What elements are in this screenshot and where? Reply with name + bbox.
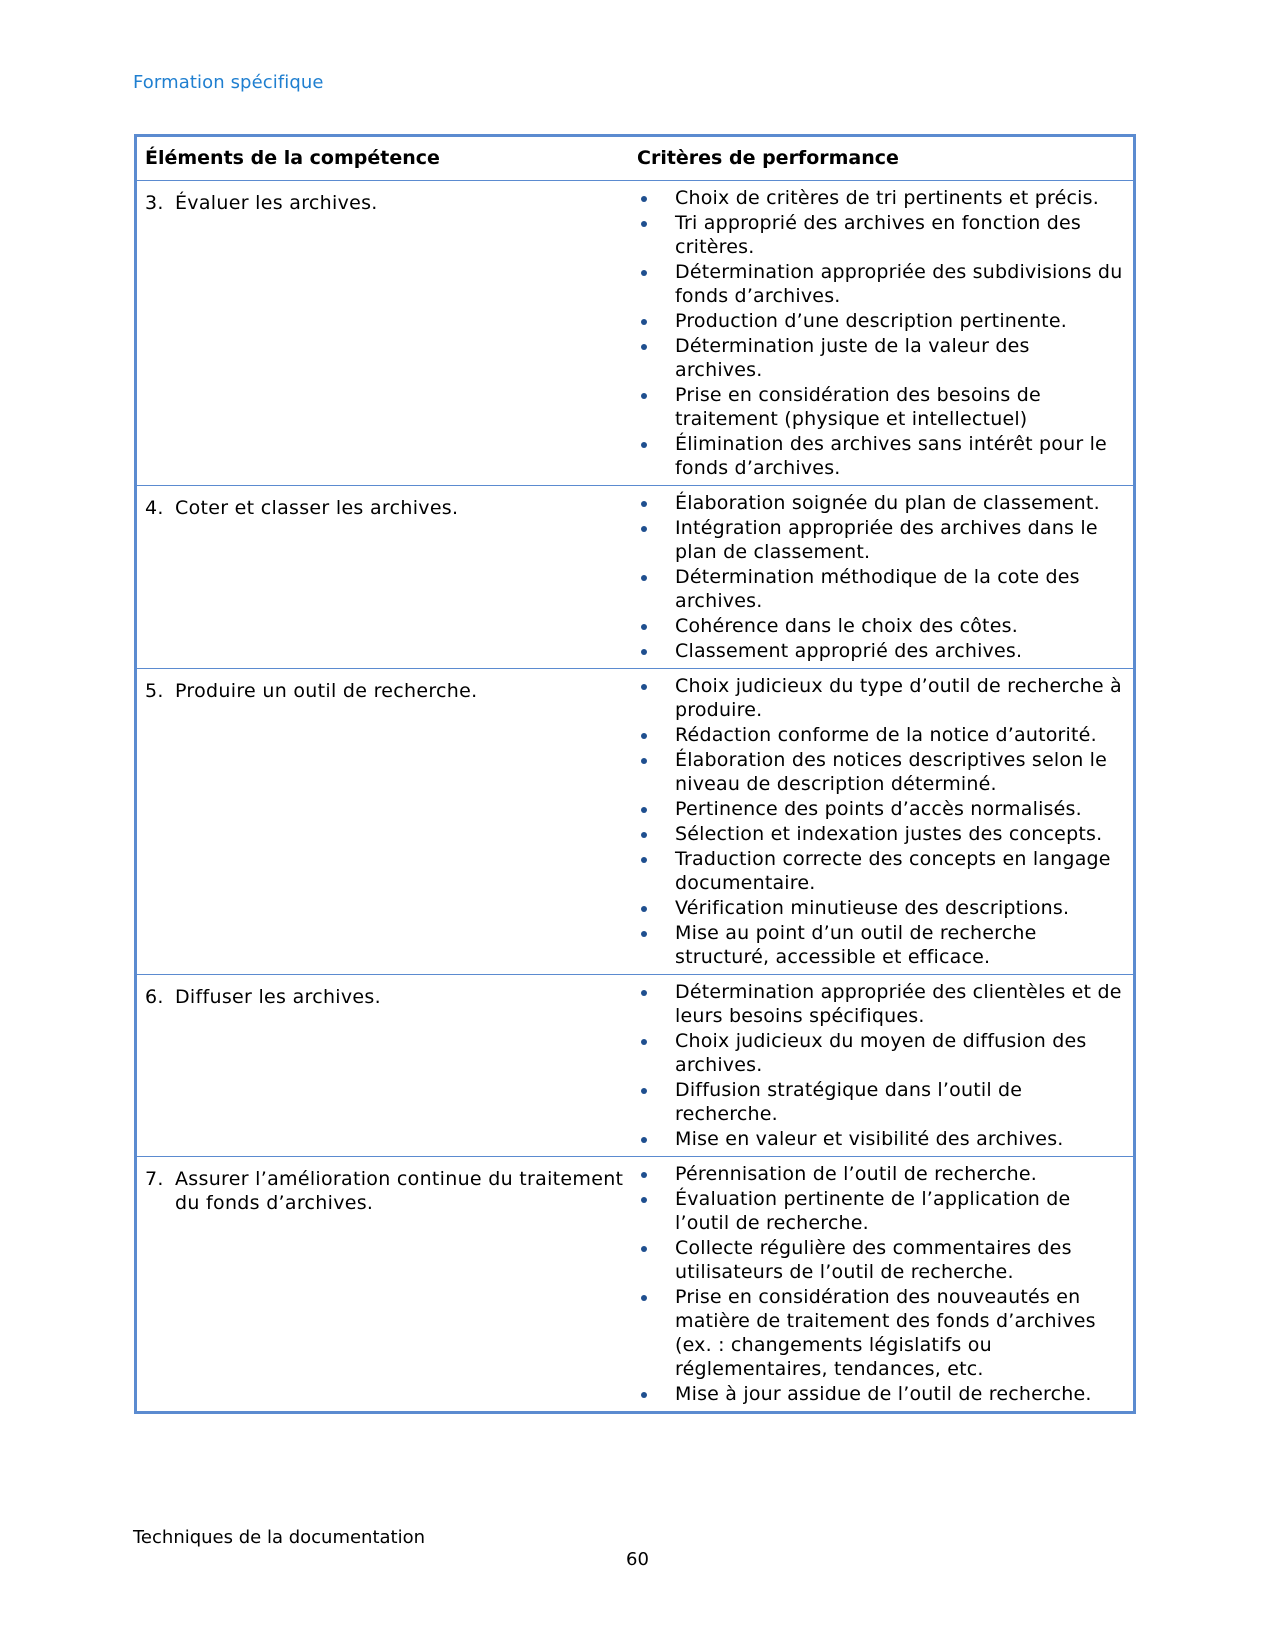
element-text: Diffuser les archives. xyxy=(175,986,381,1008)
criteria-cell xyxy=(637,1157,1133,1411)
element-number: 7. xyxy=(145,1168,164,1190)
criteria-list xyxy=(637,674,1123,969)
criteria-list xyxy=(637,491,1123,663)
table-row xyxy=(137,180,1133,485)
criteria-list xyxy=(637,186,1123,480)
running-header: Formation spécifique xyxy=(133,72,324,93)
criterion-item: Traduction correcte des concepts en langage documentaire. xyxy=(637,847,1123,895)
col-header-elements: Éléments de la compétence xyxy=(145,147,440,169)
criterion-item: Intégration appropriée des archives dans le plan de classement. xyxy=(637,516,1123,564)
criterion-item: Élimination des archives sans intérêt pour le fonds d’archives. xyxy=(637,432,1123,480)
criterion-item: Choix judicieux du type d’outil de recherche à produire. xyxy=(637,674,1123,722)
criterion-item: Mise au point d’un outil de recherche structuré, accessible et efficace. xyxy=(637,921,1123,969)
element-cell xyxy=(137,975,637,1156)
criterion-item: Choix judicieux du moyen de diffusion des archives. xyxy=(637,1029,1123,1077)
table-header-row xyxy=(137,137,1133,180)
criterion-item: Vérification minutieuse des descriptions. xyxy=(637,896,1123,920)
criterion-item: Mise à jour assidue de l’outil de recherche. xyxy=(637,1382,1123,1406)
competence-element xyxy=(145,985,637,1009)
element-text: Évaluer les archives. xyxy=(175,192,378,214)
criteria-cell xyxy=(637,181,1133,485)
element-number: 4. xyxy=(145,497,164,519)
criterion-item: Prise en considération des besoins de traitement (physique et intellectuel) xyxy=(637,383,1123,431)
element-cell xyxy=(137,486,637,668)
element-cell xyxy=(137,181,637,485)
criterion-item: Détermination appropriée des subdivisions du fonds d’archives. xyxy=(637,260,1123,308)
table-row xyxy=(137,485,1133,668)
competence-element xyxy=(145,496,637,520)
criteria-cell xyxy=(637,669,1133,974)
col-header-criteria: Critères de performance xyxy=(637,147,899,169)
criterion-item: Pertinence des points d’accès normalisés. xyxy=(637,797,1123,821)
element-text: Coter et classer les archives. xyxy=(175,497,459,519)
criterion-item: Sélection et indexation justes des concepts. xyxy=(637,822,1123,846)
criterion-item: Production d’une description pertinente. xyxy=(637,309,1123,333)
criterion-item: Classement approprié des archives. xyxy=(637,639,1123,663)
criterion-item: Détermination appropriée des clientèles et de leurs besoins spécifiques. xyxy=(637,980,1123,1028)
table-row xyxy=(137,1156,1133,1411)
criterion-item: Évaluation pertinente de l’application de l’outil de recherche. xyxy=(637,1187,1123,1235)
table-row xyxy=(137,668,1133,974)
competence-element xyxy=(145,1167,637,1215)
competence-table xyxy=(134,134,1136,1414)
criterion-item: Diffusion stratégique dans l’outil de recherche. xyxy=(637,1078,1123,1126)
criterion-item: Détermination méthodique de la cote des archives. xyxy=(637,565,1123,613)
criteria-list xyxy=(637,980,1123,1151)
criterion-item: Rédaction conforme de la notice d’autorité. xyxy=(637,723,1123,747)
criterion-item: Tri approprié des archives en fonction des critères. xyxy=(637,211,1123,259)
criteria-cell xyxy=(637,975,1133,1156)
footer-program-title: Techniques de la documentation xyxy=(133,1527,426,1548)
element-number: 6. xyxy=(145,986,164,1008)
criterion-item: Cohérence dans le choix des côtes. xyxy=(637,614,1123,638)
criterion-item: Prise en considération des nouveautés en matière de traitement des fonds d’archives (ex. : changements législatifs ou réglementaires, tendances, etc. xyxy=(637,1285,1123,1381)
element-cell xyxy=(137,669,637,974)
criteria-cell xyxy=(637,486,1133,668)
table-row xyxy=(137,974,1133,1156)
criterion-item: Pérennisation de l’outil de recherche. xyxy=(637,1162,1123,1186)
element-number: 3. xyxy=(145,192,164,214)
element-number: 5. xyxy=(145,680,164,702)
competence-element xyxy=(145,679,637,703)
criteria-list xyxy=(637,1162,1123,1406)
page-number: 60 xyxy=(626,1549,649,1570)
element-text: Produire un outil de recherche. xyxy=(175,680,478,702)
element-cell xyxy=(137,1157,637,1411)
element-text: Assurer l’amélioration continue du traitement du fonds d’archives. xyxy=(175,1168,624,1214)
criterion-item: Détermination juste de la valeur des archives. xyxy=(637,334,1123,382)
criterion-item: Mise en valeur et visibilité des archives. xyxy=(637,1127,1123,1151)
criterion-item: Élaboration soignée du plan de classement. xyxy=(637,491,1123,515)
criterion-item: Collecte régulière des commentaires des utilisateurs de l’outil de recherche. xyxy=(637,1236,1123,1284)
competence-element xyxy=(145,191,637,215)
criterion-item: Choix de critères de tri pertinents et précis. xyxy=(637,186,1123,210)
criterion-item: Élaboration des notices descriptives selon le niveau de description déterminé. xyxy=(637,748,1123,796)
